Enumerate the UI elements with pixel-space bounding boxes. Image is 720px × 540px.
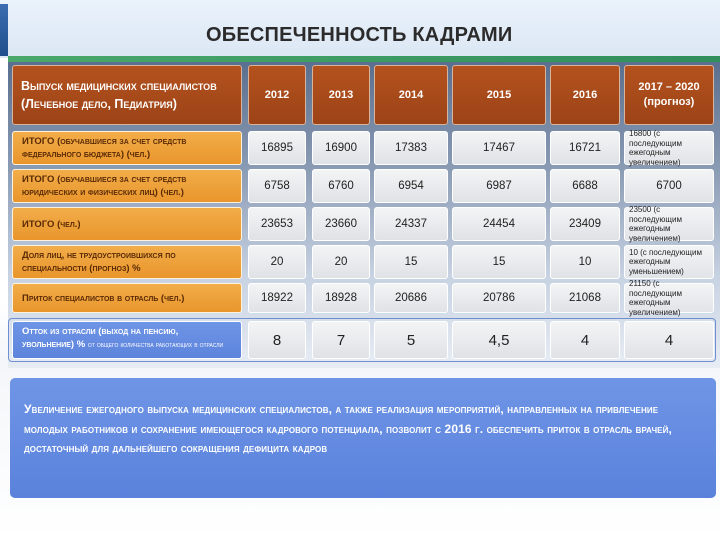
- table-cell: 15: [452, 245, 546, 279]
- row-label-paid: ИТОГО (обучавшиеся за счет средств юридических и физических лиц) (чел.): [12, 169, 242, 203]
- row-label-federal: ИТОГО (обучавшиеся за счет средств федерального бюджета) (чел.): [12, 131, 242, 165]
- year-header-2014: 2014: [374, 65, 448, 125]
- table-cell: 7: [312, 321, 370, 359]
- table-cell: 4: [624, 321, 714, 359]
- table-cell: 6700: [624, 169, 714, 203]
- table-cell: 6688: [550, 169, 620, 203]
- table-cell: 20786: [452, 283, 546, 313]
- table-header-label: Выпуск медицинских специалистов (Лечебное дело, Педиатрия): [12, 65, 242, 125]
- row-label-outflow: [12, 321, 242, 359]
- title-bar: [0, 0, 720, 58]
- table-cell-note: 21150 (с последующим ежегодным увеличением): [624, 283, 714, 313]
- table-cell: 16721: [550, 131, 620, 165]
- table-cell: 16900: [312, 131, 370, 165]
- year-header-2016: 2016: [550, 65, 620, 125]
- row-label-outflow-main: Отток из отрасли (выход на пенсию, увольнение) %: [22, 326, 179, 350]
- table-cell: 18928: [312, 283, 370, 313]
- year-header-2013: 2013: [312, 65, 370, 125]
- row-label-outflow-note: от общего количества работающих в отрасли: [87, 340, 224, 349]
- table-cell: 5: [374, 321, 448, 359]
- title-accent: [0, 4, 8, 56]
- table-cell: 6987: [452, 169, 546, 203]
- table-cell-note: 16800 (с последующим ежегодным увеличением): [624, 131, 714, 165]
- conclusion-text: Увеличение ежегодного выпуска медицинских специалистов, а также реализация мероприятий, направленных на привлечение молодых работников и сохранение имеющегося кадрового потенциала, позволит с 2016 г. обеспечить приток в отрасль врачей, достаточный для дальнейшего сокращения дефицита кадров: [24, 402, 672, 455]
- table-cell: 6954: [374, 169, 448, 203]
- table-cell: 20: [312, 245, 370, 279]
- year-header-2015: 2015: [452, 65, 546, 125]
- table-cell: 18922: [248, 283, 306, 313]
- table-cell: 24337: [374, 207, 448, 241]
- page-title: ОБЕСПЕЧЕННОСТЬ КАДРАМИ: [206, 24, 513, 46]
- row-label-inflow: Приток специалистов в отрасль (чел.): [12, 283, 242, 313]
- table-cell: 23660: [312, 207, 370, 241]
- table-cell: 17467: [452, 131, 546, 165]
- table-cell: 15: [374, 245, 448, 279]
- table-cell: 8: [248, 321, 306, 359]
- table-cell: 23653: [248, 207, 306, 241]
- table-cell: 23409: [550, 207, 620, 241]
- conclusion-box: [10, 378, 716, 498]
- row-label-total: ИТОГО (чел.): [12, 207, 242, 241]
- row-label-unemployed: Доля лиц, не трудоустроившихся по специальности (прогноз) %: [12, 245, 242, 279]
- year-header-forecast: 2017 – 2020 (прогноз): [624, 65, 714, 125]
- table-cell: 6758: [248, 169, 306, 203]
- table-cell: 4,5: [452, 321, 546, 359]
- table-cell: 20686: [374, 283, 448, 313]
- table-cell-note: 23500 (с последующим ежегодным увеличением): [624, 207, 714, 241]
- table-cell: 21068: [550, 283, 620, 313]
- table-cell-note: 10 (с последующим ежегодным уменьшением): [624, 245, 714, 279]
- year-header-2012: 2012: [248, 65, 306, 125]
- table-cell: 24454: [452, 207, 546, 241]
- table-cell: 17383: [374, 131, 448, 165]
- table-cell: 20: [248, 245, 306, 279]
- table-cell: 4: [550, 321, 620, 359]
- table-cell: 10: [550, 245, 620, 279]
- table-cell: 16895: [248, 131, 306, 165]
- table-cell: 6760: [312, 169, 370, 203]
